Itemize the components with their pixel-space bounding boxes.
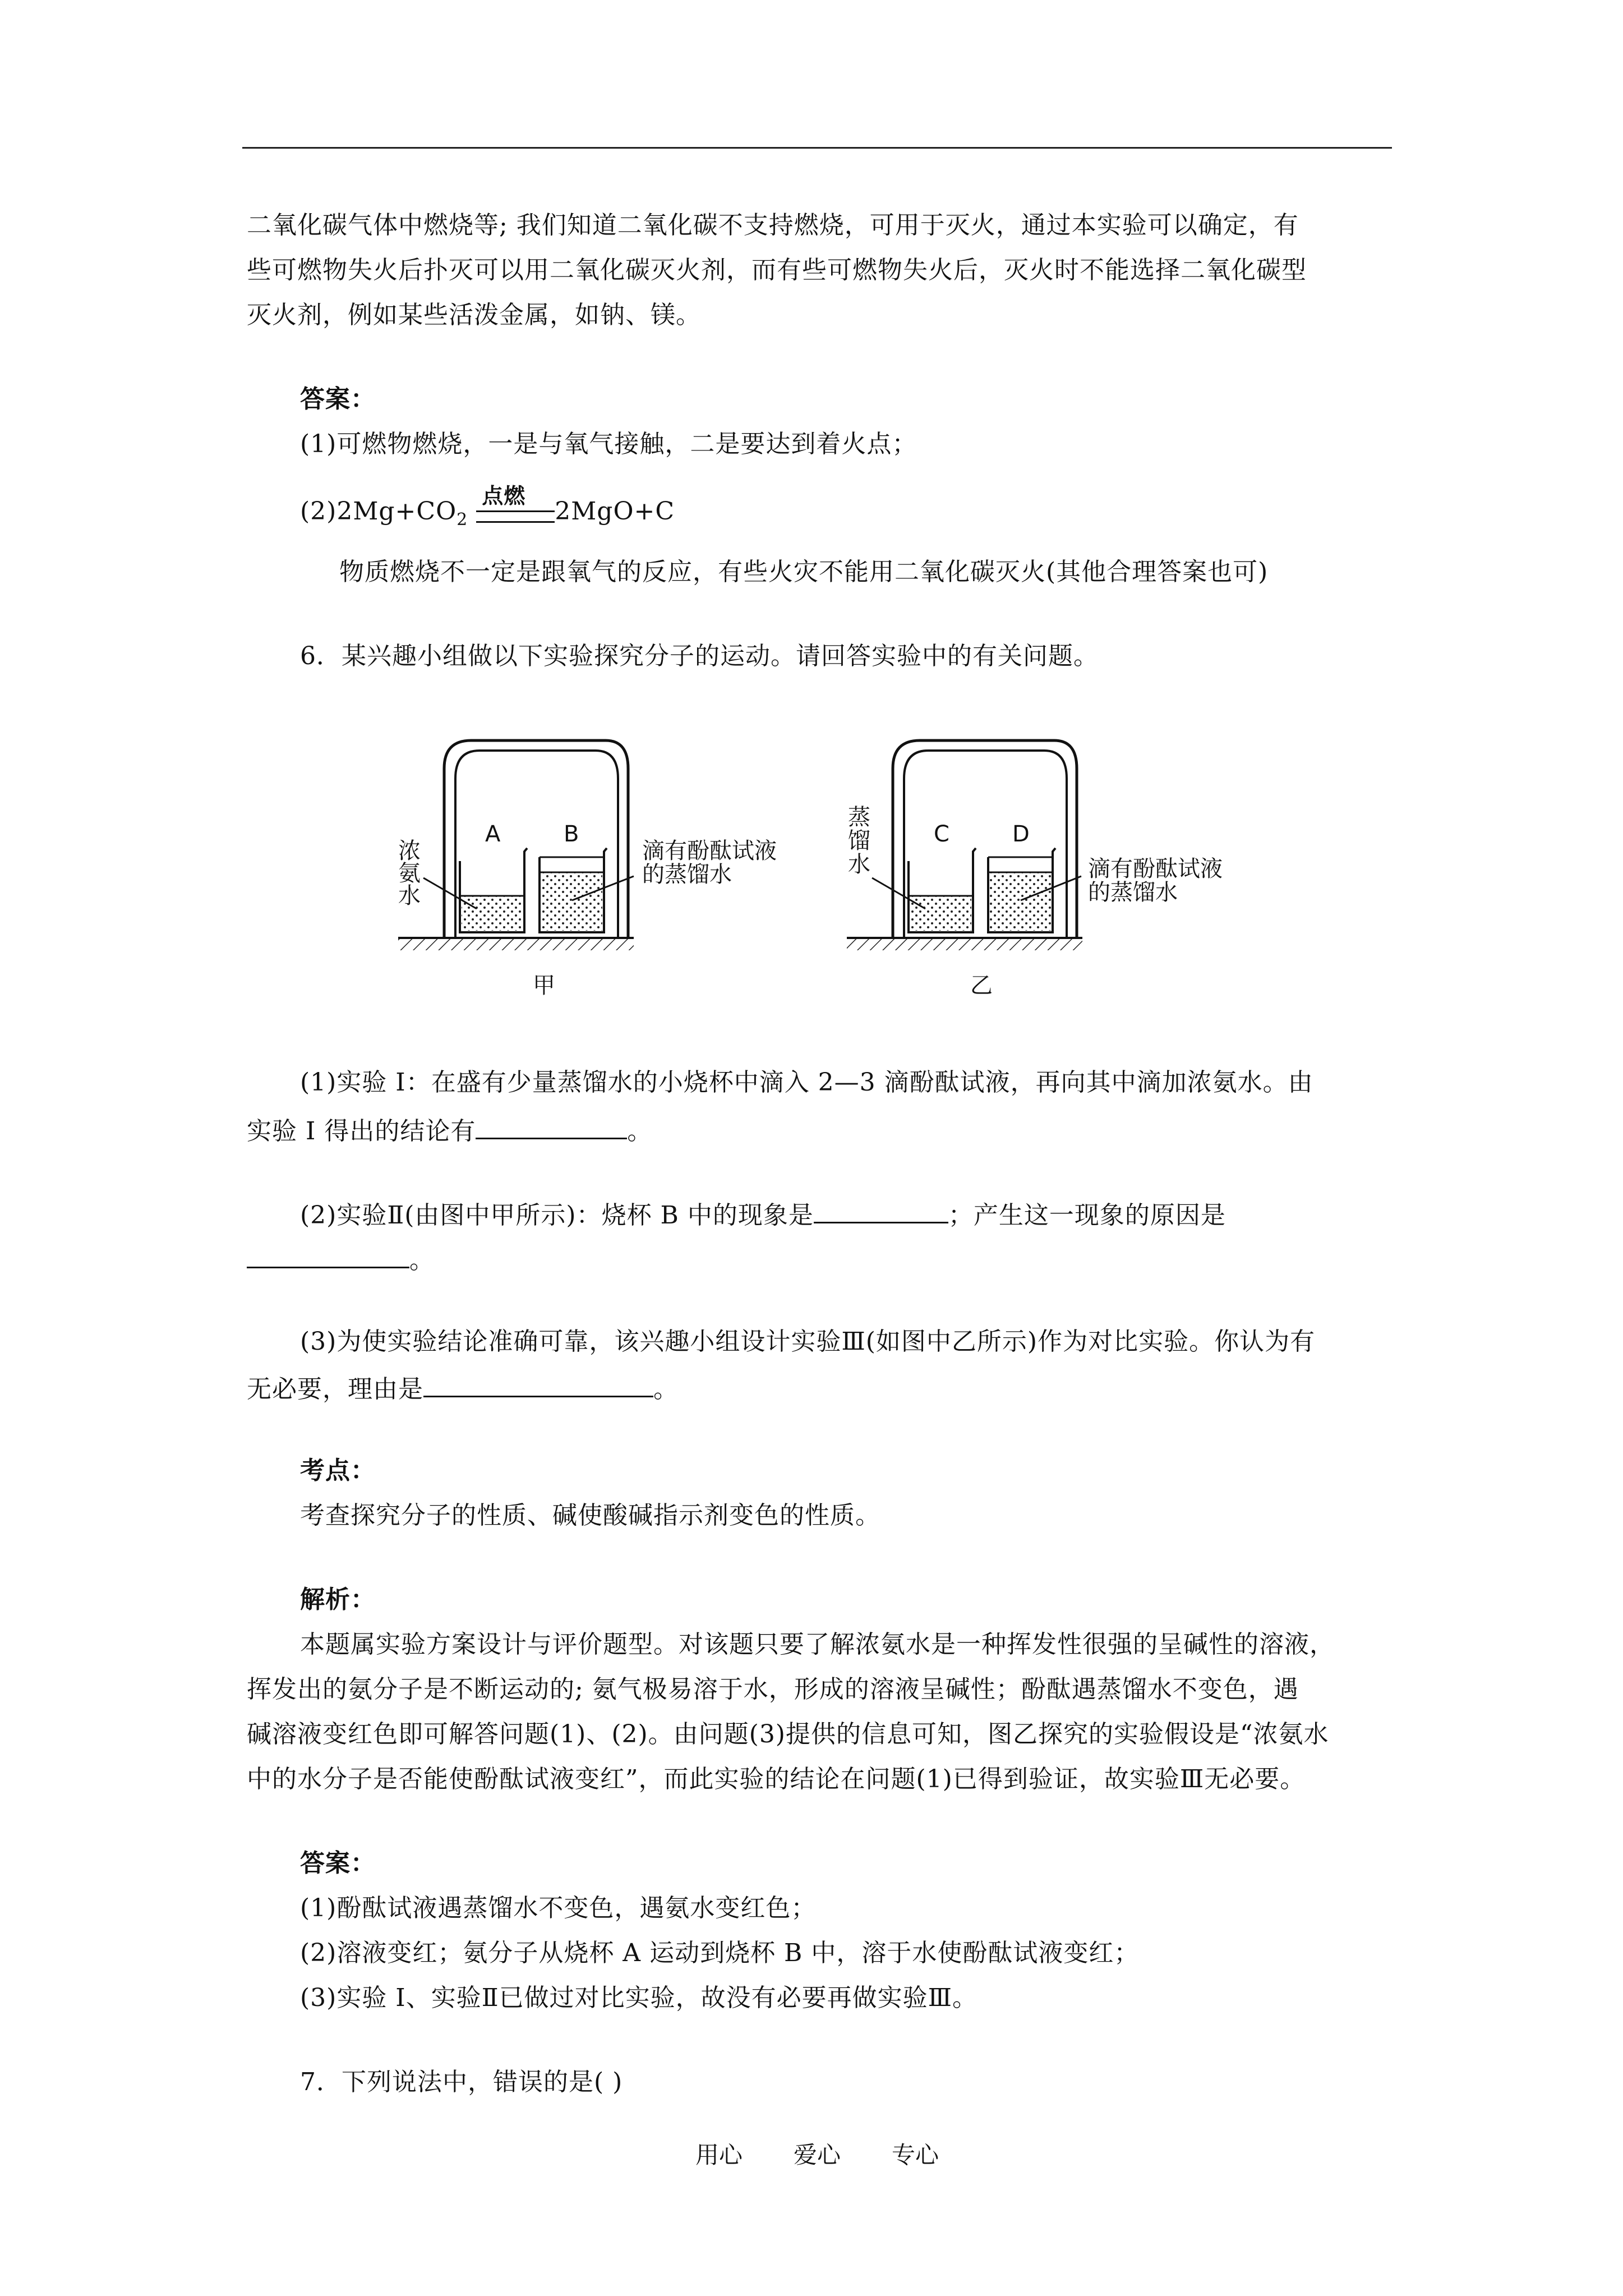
header-rule: [242, 147, 1392, 149]
answer-blank-2[interactable]: [814, 1196, 948, 1223]
ground-hatch-left: [398, 938, 634, 950]
answer5-item-1: (1)可燃物燃烧，一是与氧气接触，二是要达到着火点；: [300, 430, 917, 458]
answer-blank-4[interactable]: [423, 1370, 653, 1397]
intro-line-3: 灭火剂，例如某些活泼金属，如钠、镁。: [247, 301, 701, 329]
apparatus-yi: [847, 740, 1082, 950]
right-label-phenolphthalein-1: 滴有酚酞试液: [1088, 856, 1223, 882]
left-label-phenolphthalein-2: 的蒸馏水: [642, 862, 732, 887]
kaodian-heading: 考点：: [300, 1456, 376, 1485]
answer5-item-3: 物质燃烧不一定是跟氧气的反应，有些火灾不能用二氧化碳灭火(其他合理答案也可): [339, 558, 1269, 586]
intro-line-2: 些可燃物失火后扑灭可以用二氧化碳灭火剂，而有些可燃物失火后，灭火时不能选择二氧化碳型: [247, 256, 1307, 284]
jiexi-line-1: 本题属实验方案设计与评价题型。对该题只要了解浓氨水是一种挥发性很强的呈碱性的溶液，: [300, 1630, 1335, 1659]
caption-jia: 甲: [533, 973, 555, 999]
q6-part1-line1: (1)实验 I：在盛有少量蒸馏水的小烧杯中滴入 2—3 滴酚酞试液，再向其中滴加浓氨水。由: [300, 1068, 1313, 1097]
answer-blank-1[interactable]: [476, 1112, 627, 1139]
right-side-text-2: 馏: [848, 828, 870, 854]
answer5-equation: $(2)2Mg+CO_2$ 点燃 2MgO+C: [300, 484, 675, 530]
q6-part2-line1: (2)实验Ⅱ(由图中甲所示)：烧杯 B 中的现象是 ；产生这一现象的原因是: [300, 1196, 1226, 1232]
q6-part3-line2: 无必要，理由是 。: [247, 1370, 679, 1406]
label-c: C: [934, 821, 949, 847]
label-b: B: [564, 821, 579, 847]
answer6-item-2: (2)溶液变红；氨分子从烧杯 A 运动到烧杯 B 中，溶于水使酚酞试液变红；: [300, 1939, 1140, 1967]
answer-blank-3[interactable]: [247, 1241, 409, 1268]
question6-stem: 6．某兴趣小组做以下实验探究分子的运动。请回答实验中的有关问题。: [300, 642, 1099, 670]
experiment-figure: [393, 729, 1267, 1010]
right-side-text-3: 水: [848, 852, 870, 877]
jiexi-line-3: 碱溶液变红色即可解答问题(1)、(2)。由问题(3)提供的信息可知，图乙探究的实验假设是“浓氨水: [247, 1720, 1329, 1749]
jiexi-line-2: 挥发出的氨分子是不断运动的; 氨气极易溶于水，形成的溶液呈碱性；酚酞遇蒸馏水不变色，遇: [247, 1675, 1299, 1704]
label-a: A: [485, 821, 501, 847]
answer5-heading: 答案：: [300, 385, 376, 413]
reaction-condition-sign: 点燃: [476, 495, 555, 528]
left-side-text-1: 浓: [398, 838, 421, 864]
answer6-heading: 答案：: [300, 1849, 376, 1878]
intro-line-1: 二氧化碳气体中燃烧等; 我们知道二氧化碳不支持燃烧，可用于灭火，通过本实验可以确定，有: [247, 211, 1299, 240]
caption-yi: 乙: [970, 973, 993, 999]
apparatus-jia: [398, 740, 634, 950]
label-d: D: [1012, 821, 1030, 847]
left-label-phenolphthalein-1: 滴有酚酞试液: [642, 838, 777, 864]
footer-word-2: 爱心: [794, 2141, 841, 2169]
kaodian-text: 考查探究分子的性质、碱使酸碱指示剂变色的性质。: [300, 1501, 880, 1530]
left-side-text-2: 氨: [398, 861, 421, 886]
question7-stem: 7．下列说法中，错误的是( ): [300, 2068, 623, 2096]
left-side-text-3: 水: [398, 883, 421, 909]
footer-word-1: 用心: [695, 2141, 743, 2169]
jiexi-line-4: 中的水分子是否能使酚酞试液变红”，而此实验的结论在问题(1)已得到验证，故实验Ⅲ无必要。: [247, 1765, 1306, 1793]
jiexi-heading: 解析：: [300, 1585, 376, 1614]
right-label-phenolphthalein-2: 的蒸馏水: [1088, 880, 1178, 905]
answer6-item-3: (3)实验 I、实验Ⅱ已做过对比实验，故没有必要再做实验Ⅲ。: [300, 1984, 978, 2012]
ground-hatch-right: [847, 938, 1082, 950]
answer6-item-1: (1)酚酞试液遇蒸馏水不变色，遇氨水变红色；: [300, 1894, 817, 1922]
q6-part2-line2: 。: [247, 1241, 435, 1277]
footer-word-3: 专心: [892, 2141, 939, 2169]
q6-part1-line2: 实验 I 得出的结论有 。: [247, 1112, 652, 1148]
q6-part3-line1: (3)为使实验结论准确可靠，该兴趣小组设计实验Ⅲ(如图中乙所示)作为对比实验。你认为有: [300, 1327, 1316, 1356]
right-side-text-1: 蒸: [848, 804, 870, 830]
